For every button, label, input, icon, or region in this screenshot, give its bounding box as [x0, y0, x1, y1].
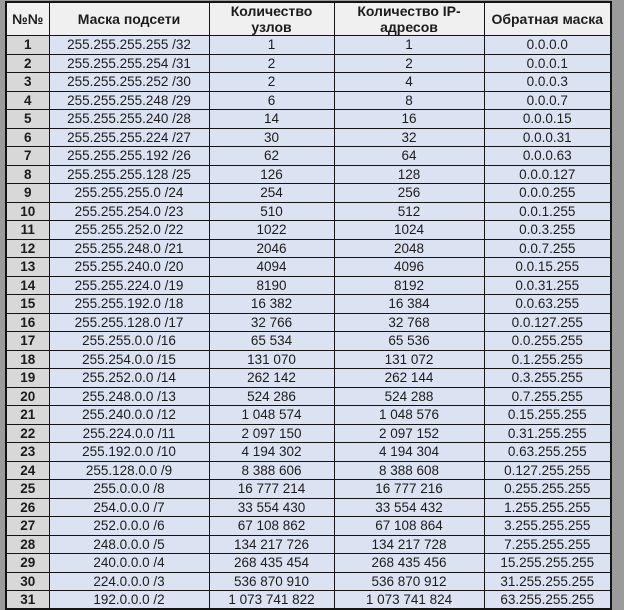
host-count-cell: 134 217 726 [209, 535, 334, 554]
header-inverse-mask: Обратная маска [484, 2, 611, 36]
host-count-cell: 254 [209, 184, 334, 203]
ip-count-cell: 16 [334, 110, 484, 129]
header-number: №№ [6, 2, 49, 36]
row-number-cell: 26 [6, 498, 49, 517]
table-row [6, 73, 611, 92]
table-row [6, 91, 611, 110]
row-number-cell: 2 [6, 54, 49, 73]
inverse-mask-cell: 0.0.0.31 [484, 128, 611, 147]
host-count-cell: 6 [209, 91, 334, 110]
header-ip-count: Количество IP-адресов [334, 2, 484, 36]
inverse-mask-cell: 0.15.255.255 [484, 406, 611, 425]
table-row [6, 184, 611, 203]
subnet-mask-cell: 255.255.255.248 /29 [49, 91, 209, 110]
inverse-mask-cell: 0.0.255.255 [484, 332, 611, 351]
header-row [6, 2, 611, 36]
row-number-cell: 30 [6, 572, 49, 591]
table-row [6, 332, 611, 351]
host-count-cell: 524 286 [209, 387, 334, 406]
row-number-cell: 31 [6, 591, 49, 610]
ip-count-cell: 33 554 432 [334, 498, 484, 517]
table-row [6, 36, 611, 55]
table-row [6, 554, 611, 573]
host-count-cell: 16 777 214 [209, 480, 334, 499]
host-count-cell: 32 766 [209, 313, 334, 332]
ip-count-cell: 4096 [334, 258, 484, 277]
header-subnet-mask: Маска подсети [49, 2, 209, 36]
ip-count-cell: 2048 [334, 239, 484, 258]
subnet-mask-cell: 255.255.255.128 /25 [49, 165, 209, 184]
inverse-mask-cell: 0.0.63.255 [484, 295, 611, 314]
subnet-mask-cell: 255.255.255.254 /31 [49, 54, 209, 73]
ip-count-cell: 512 [334, 202, 484, 221]
subnet-mask-table [5, 1, 612, 610]
host-count-cell: 1 048 574 [209, 406, 334, 425]
host-count-cell: 33 554 430 [209, 498, 334, 517]
host-count-cell: 510 [209, 202, 334, 221]
inverse-mask-cell: 0.0.0.1 [484, 54, 611, 73]
row-number-cell: 9 [6, 184, 49, 203]
ip-count-cell: 1 073 741 824 [334, 591, 484, 610]
ip-count-cell: 65 536 [334, 332, 484, 351]
host-count-cell: 8190 [209, 276, 334, 295]
row-number-cell: 7 [6, 147, 49, 166]
table-row [6, 147, 611, 166]
ip-count-cell: 128 [334, 165, 484, 184]
row-number-cell: 13 [6, 258, 49, 277]
subnet-mask-cell: 255.255.255.255 /32 [49, 36, 209, 55]
host-count-cell: 1022 [209, 221, 334, 240]
header-host-count: Количество узлов [209, 2, 334, 36]
subnet-mask-cell: 255.255.192.0 /18 [49, 295, 209, 314]
subnet-mask-cell: 255.252.0.0 /14 [49, 369, 209, 388]
subnet-mask-cell: 255.255.255.224 /27 [49, 128, 209, 147]
inverse-mask-cell: 0.0.0.127 [484, 165, 611, 184]
table-row [6, 387, 611, 406]
row-number-cell: 21 [6, 406, 49, 425]
host-count-cell: 67 108 862 [209, 517, 334, 536]
subnet-mask-cell: 255.255.252.0 /22 [49, 221, 209, 240]
table-row [6, 221, 611, 240]
table-row [6, 517, 611, 536]
host-count-cell: 4094 [209, 258, 334, 277]
table-row [6, 424, 611, 443]
inverse-mask-cell: 0.255.255.255 [484, 480, 611, 499]
table-row [6, 461, 611, 480]
row-number-cell: 4 [6, 91, 49, 110]
ip-count-cell: 4 194 304 [334, 443, 484, 462]
ip-count-cell: 1 [334, 36, 484, 55]
row-number-cell: 11 [6, 221, 49, 240]
row-number-cell: 8 [6, 165, 49, 184]
ip-count-cell: 16 777 216 [334, 480, 484, 499]
host-count-cell: 268 435 454 [209, 554, 334, 573]
row-number-cell: 6 [6, 128, 49, 147]
ip-count-cell: 1024 [334, 221, 484, 240]
host-count-cell: 16 382 [209, 295, 334, 314]
ip-count-cell: 4 [334, 73, 484, 92]
ip-count-cell: 536 870 912 [334, 572, 484, 591]
row-number-cell: 20 [6, 387, 49, 406]
inverse-mask-cell: 0.127.255.255 [484, 461, 611, 480]
row-number-cell: 29 [6, 554, 49, 573]
inverse-mask-cell: 0.0.127.255 [484, 313, 611, 332]
inverse-mask-cell: 31.255.255.255 [484, 572, 611, 591]
host-count-cell: 65 534 [209, 332, 334, 351]
inverse-mask-cell: 0.3.255.255 [484, 369, 611, 388]
subnet-mask-cell: 255.192.0.0 /10 [49, 443, 209, 462]
subnet-mask-cell: 255.255.128.0 /17 [49, 313, 209, 332]
table-row [6, 369, 611, 388]
ip-count-cell: 268 435 456 [334, 554, 484, 573]
host-count-cell: 1 073 741 822 [209, 591, 334, 610]
ip-count-cell: 134 217 728 [334, 535, 484, 554]
row-number-cell: 16 [6, 313, 49, 332]
inverse-mask-cell: 0.0.0.255 [484, 184, 611, 203]
table-row [6, 313, 611, 332]
table-row [6, 110, 611, 129]
table-row [6, 128, 611, 147]
ip-count-cell: 16 384 [334, 295, 484, 314]
subnet-mask-cell: 255.128.0.0 /9 [49, 461, 209, 480]
table-body [6, 36, 611, 610]
ip-count-cell: 2 097 152 [334, 424, 484, 443]
ip-count-cell: 131 072 [334, 350, 484, 369]
inverse-mask-cell: 0.0.7.255 [484, 239, 611, 258]
inverse-mask-cell: 0.0.0.15 [484, 110, 611, 129]
inverse-mask-cell: 15.255.255.255 [484, 554, 611, 573]
subnet-mask-cell: 255.255.255.240 /28 [49, 110, 209, 129]
inverse-mask-cell: 3.255.255.255 [484, 517, 611, 536]
host-count-cell: 2046 [209, 239, 334, 258]
ip-count-cell: 262 144 [334, 369, 484, 388]
table-row [6, 276, 611, 295]
row-number-cell: 12 [6, 239, 49, 258]
host-count-cell: 262 142 [209, 369, 334, 388]
inverse-mask-cell: 0.7.255.255 [484, 387, 611, 406]
host-count-cell: 126 [209, 165, 334, 184]
ip-count-cell: 8 [334, 91, 484, 110]
ip-count-cell: 524 288 [334, 387, 484, 406]
table-row [6, 202, 611, 221]
inverse-mask-cell: 7.255.255.255 [484, 535, 611, 554]
ip-count-cell: 32 [334, 128, 484, 147]
row-number-cell: 24 [6, 461, 49, 480]
inverse-mask-cell: 0.0.0.3 [484, 73, 611, 92]
inverse-mask-cell: 0.0.3.255 [484, 221, 611, 240]
subnet-mask-cell: 255.255.255.252 /30 [49, 73, 209, 92]
table-row [6, 406, 611, 425]
host-count-cell: 131 070 [209, 350, 334, 369]
host-count-cell: 62 [209, 147, 334, 166]
ip-count-cell: 2 [334, 54, 484, 73]
table-row [6, 239, 611, 258]
inverse-mask-cell: 0.0.0.7 [484, 91, 611, 110]
host-count-cell: 2 [209, 54, 334, 73]
table-row [6, 165, 611, 184]
subnet-mask-cell: 240.0.0.0 /4 [49, 554, 209, 573]
inverse-mask-cell: 0.31.255.255 [484, 424, 611, 443]
inverse-mask-cell: 1.255.255.255 [484, 498, 611, 517]
table-row [6, 480, 611, 499]
inverse-mask-cell: 0.0.0.0 [484, 36, 611, 55]
subnet-mask-cell: 255.255.0.0 /16 [49, 332, 209, 351]
ip-count-cell: 8192 [334, 276, 484, 295]
table-row [6, 350, 611, 369]
row-number-cell: 22 [6, 424, 49, 443]
subnet-mask-cell: 255.254.0.0 /15 [49, 350, 209, 369]
host-count-cell: 14 [209, 110, 334, 129]
table-row [6, 591, 611, 610]
ip-count-cell: 67 108 864 [334, 517, 484, 536]
table-row [6, 535, 611, 554]
subnet-mask-cell: 255.255.240.0 /20 [49, 258, 209, 277]
row-number-cell: 25 [6, 480, 49, 499]
table-row [6, 498, 611, 517]
subnet-mask-cell: 224.0.0.0 /3 [49, 572, 209, 591]
host-count-cell: 536 870 910 [209, 572, 334, 591]
subnet-mask-cell: 255.248.0.0 /13 [49, 387, 209, 406]
subnet-mask-cell: 255.240.0.0 /12 [49, 406, 209, 425]
row-number-cell: 27 [6, 517, 49, 536]
subnet-mask-cell: 255.224.0.0 /11 [49, 424, 209, 443]
row-number-cell: 10 [6, 202, 49, 221]
row-number-cell: 17 [6, 332, 49, 351]
inverse-mask-cell: 0.1.255.255 [484, 350, 611, 369]
subnet-mask-cell: 255.255.255.192 /26 [49, 147, 209, 166]
inverse-mask-cell: 0.0.1.255 [484, 202, 611, 221]
table-row [6, 295, 611, 314]
row-number-cell: 3 [6, 73, 49, 92]
subnet-mask-cell: 254.0.0.0 /7 [49, 498, 209, 517]
row-number-cell: 5 [6, 110, 49, 129]
ip-count-cell: 64 [334, 147, 484, 166]
host-count-cell: 2 097 150 [209, 424, 334, 443]
inverse-mask-cell: 0.0.31.255 [484, 276, 611, 295]
subnet-mask-cell: 192.0.0.0 /2 [49, 591, 209, 610]
row-number-cell: 18 [6, 350, 49, 369]
subnet-mask-cell: 248.0.0.0 /5 [49, 535, 209, 554]
table-row [6, 54, 611, 73]
row-number-cell: 23 [6, 443, 49, 462]
ip-count-cell: 1 048 576 [334, 406, 484, 425]
ip-count-cell: 32 768 [334, 313, 484, 332]
subnet-mask-cell: 255.255.255.0 /24 [49, 184, 209, 203]
row-number-cell: 1 [6, 36, 49, 55]
subnet-mask-cell: 255.0.0.0 /8 [49, 480, 209, 499]
row-number-cell: 15 [6, 295, 49, 314]
host-count-cell: 30 [209, 128, 334, 147]
ip-count-cell: 8 388 608 [334, 461, 484, 480]
row-number-cell: 28 [6, 535, 49, 554]
host-count-cell: 4 194 302 [209, 443, 334, 462]
inverse-mask-cell: 0.63.255.255 [484, 443, 611, 462]
ip-count-cell: 256 [334, 184, 484, 203]
subnet-mask-cell: 252.0.0.0 /6 [49, 517, 209, 536]
host-count-cell: 1 [209, 36, 334, 55]
inverse-mask-cell: 0.0.15.255 [484, 258, 611, 277]
inverse-mask-cell: 63.255.255.255 [484, 591, 611, 610]
row-number-cell: 19 [6, 369, 49, 388]
host-count-cell: 2 [209, 73, 334, 92]
subnet-mask-cell: 255.255.224.0 /19 [49, 276, 209, 295]
row-number-cell: 14 [6, 276, 49, 295]
inverse-mask-cell: 0.0.0.63 [484, 147, 611, 166]
table-row [6, 572, 611, 591]
host-count-cell: 8 388 606 [209, 461, 334, 480]
table-row [6, 443, 611, 462]
subnet-mask-cell: 255.255.254.0 /23 [49, 202, 209, 221]
subnet-mask-cell: 255.255.248.0 /21 [49, 239, 209, 258]
table-row [6, 258, 611, 277]
